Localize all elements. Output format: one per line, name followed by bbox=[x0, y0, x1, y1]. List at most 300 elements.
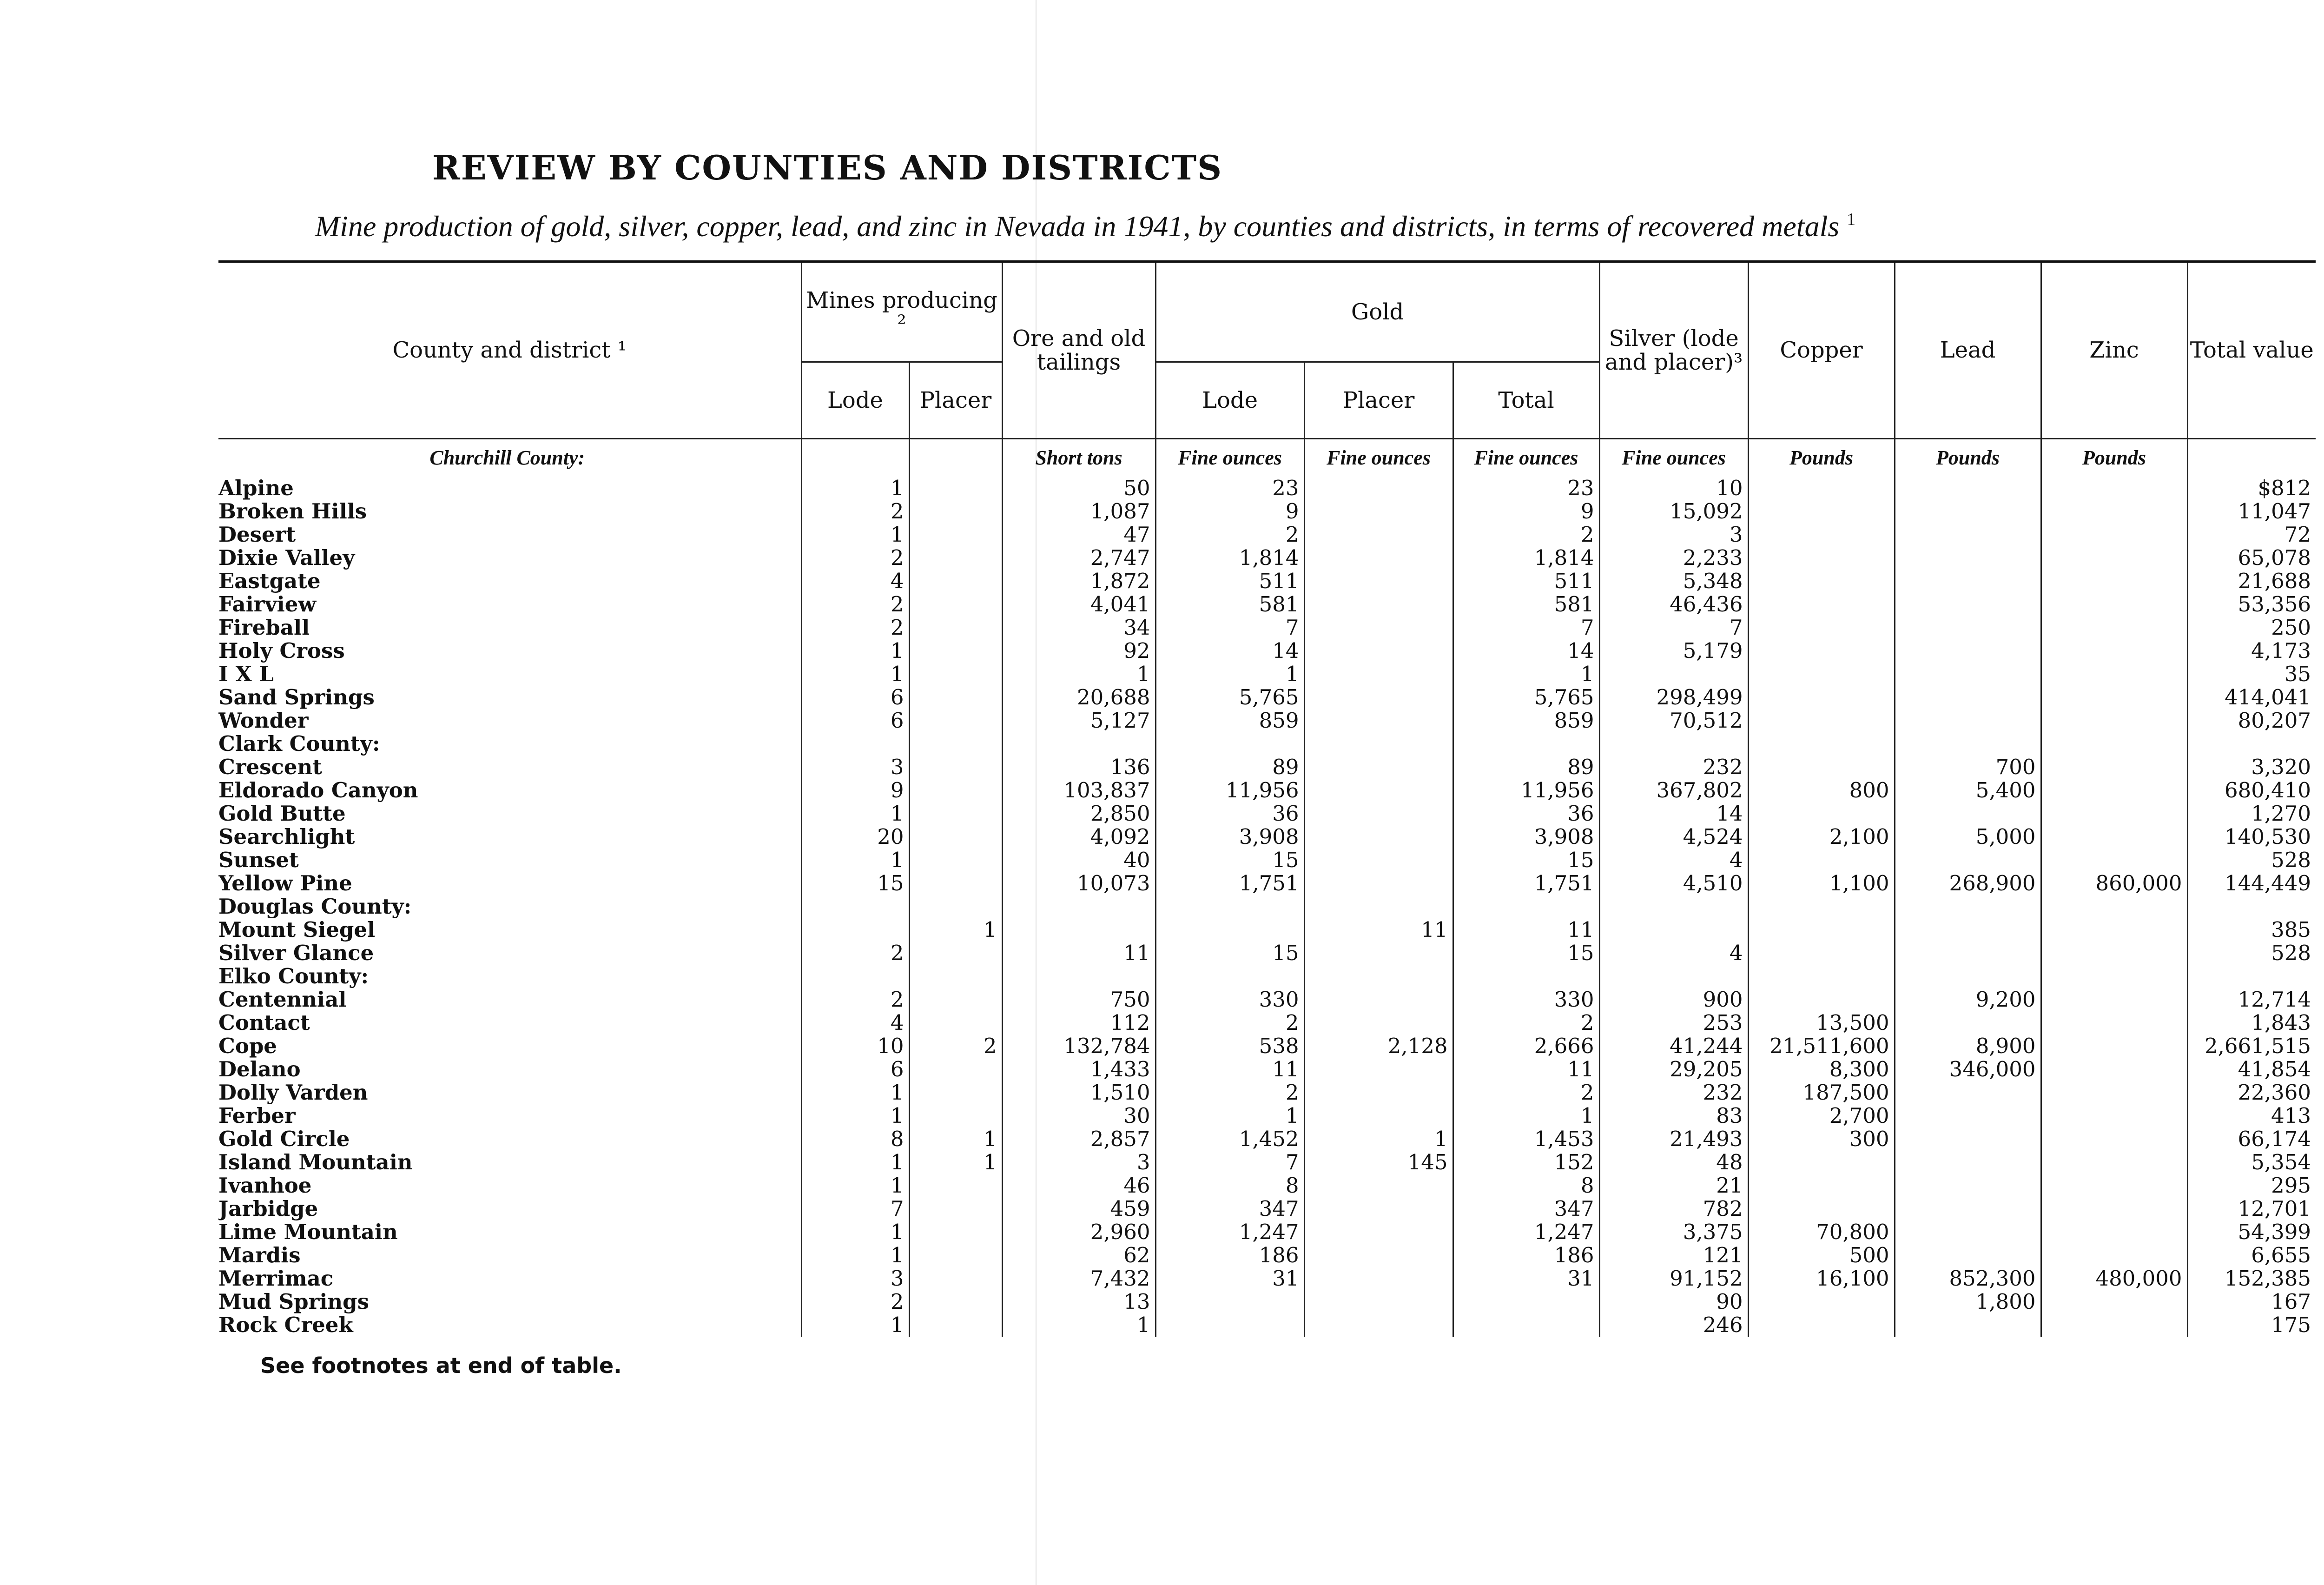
lead-cell bbox=[1895, 1244, 2041, 1267]
silver-cell bbox=[1599, 663, 1748, 686]
total-value-cell: 66,174 bbox=[2187, 1127, 2316, 1151]
gold-placer-cell bbox=[1304, 988, 1453, 1011]
unit-label-lead: Pounds bbox=[1895, 439, 2041, 477]
zinc-cell bbox=[2041, 663, 2187, 686]
gold-total-cell: 581 bbox=[1453, 593, 1599, 616]
lead-cell bbox=[1895, 918, 2041, 942]
zinc-cell bbox=[2041, 593, 2187, 616]
county-name: Elko County: bbox=[218, 965, 369, 988]
mines-lode-cell bbox=[801, 918, 909, 942]
mines-lode-cell: 3 bbox=[801, 1267, 909, 1290]
silver-cell: 14 bbox=[1599, 802, 1748, 825]
lead-cell: 346,000 bbox=[1895, 1058, 2041, 1081]
ore-tons-cell: 11 bbox=[1002, 942, 1155, 965]
lead-cell: 700 bbox=[1895, 756, 2041, 779]
gold-total-cell: 3,908 bbox=[1453, 825, 1599, 849]
gold-placer-cell bbox=[1304, 1104, 1453, 1127]
gold-total-cell: 2 bbox=[1453, 1081, 1599, 1104]
mines-placer-cell bbox=[909, 639, 1002, 663]
mines-lode-cell: 1 bbox=[801, 849, 909, 872]
table-row bbox=[218, 1081, 2316, 1104]
table-row bbox=[218, 988, 2316, 1011]
mines-placer-cell bbox=[909, 872, 1002, 895]
mines-placer-cell bbox=[909, 1197, 1002, 1220]
mines-placer-cell bbox=[909, 616, 1002, 639]
empty-cell bbox=[1002, 732, 1155, 756]
district-cell: Island Mountain bbox=[218, 1151, 413, 1174]
silver-cell: 232 bbox=[1599, 756, 1748, 779]
lead-cell: 852,300 bbox=[1895, 1267, 2041, 1290]
table-caption: Mine production of gold, silver, copper, lead, and zinc in Nevada in 1941, by counties and districts, in terms of recovered metals $^1$ bbox=[315, 210, 1856, 243]
empty-cell bbox=[1599, 895, 1748, 918]
mines-lode-cell: 2 bbox=[801, 500, 909, 523]
header-mines-producing: Mines producing ² bbox=[801, 262, 1002, 362]
table-row bbox=[218, 1104, 2316, 1127]
unit-label-copper: Pounds bbox=[1748, 439, 1895, 477]
silver-cell: 5,179 bbox=[1599, 639, 1748, 663]
gold-lode-cell: 11,956 bbox=[1155, 779, 1304, 802]
silver-cell: 83 bbox=[1599, 1104, 1748, 1127]
mines-placer-cell: 1 bbox=[909, 1151, 1002, 1174]
gold-lode-cell: 1,751 bbox=[1155, 872, 1304, 895]
mines-lode-cell: 2 bbox=[801, 1290, 909, 1313]
copper-cell: 300 bbox=[1748, 1127, 1895, 1151]
gold-lode-cell: 2 bbox=[1155, 523, 1304, 546]
empty-cell bbox=[1748, 895, 1895, 918]
lead-cell bbox=[1895, 709, 2041, 732]
zinc-cell bbox=[2041, 802, 2187, 825]
lead-cell bbox=[1895, 477, 2041, 500]
copper-cell: 16,100 bbox=[1748, 1267, 1895, 1290]
empty-cell bbox=[909, 965, 1002, 988]
district-cell: Contact bbox=[218, 1011, 310, 1035]
total-value-cell: 295 bbox=[2187, 1174, 2316, 1197]
ore-tons-cell: 62 bbox=[1002, 1244, 1155, 1267]
copper-cell bbox=[1748, 593, 1895, 616]
lead-cell bbox=[1895, 1011, 2041, 1035]
mines-placer-cell bbox=[909, 593, 1002, 616]
gold-lode-cell: 859 bbox=[1155, 709, 1304, 732]
empty-cell bbox=[1895, 732, 2041, 756]
mines-placer-cell bbox=[909, 1174, 1002, 1197]
gold-lode-cell: 1,247 bbox=[1155, 1220, 1304, 1244]
gold-lode-cell: 7 bbox=[1155, 616, 1304, 639]
total-value-cell: 680,410 bbox=[2187, 779, 2316, 802]
zinc-cell bbox=[2041, 1127, 2187, 1151]
zinc-cell bbox=[2041, 1035, 2187, 1058]
total-value-cell: 413 bbox=[2187, 1104, 2316, 1127]
total-value-cell: 144,449 bbox=[2187, 872, 2316, 895]
gold-placer-cell bbox=[1304, 1313, 1453, 1337]
table-row bbox=[218, 1127, 2316, 1151]
ore-tons-cell: 750 bbox=[1002, 988, 1155, 1011]
gold-total-cell: 2 bbox=[1453, 523, 1599, 546]
gold-lode-cell: 31 bbox=[1155, 1267, 1304, 1290]
gold-lode-cell: 1 bbox=[1155, 663, 1304, 686]
copper-cell bbox=[1748, 616, 1895, 639]
district-cell: Rock Creek bbox=[218, 1313, 353, 1337]
silver-cell: 3 bbox=[1599, 523, 1748, 546]
district-cell: Sand Springs bbox=[218, 686, 375, 709]
gold-total-cell bbox=[1453, 1313, 1599, 1337]
copper-cell bbox=[1748, 523, 1895, 546]
mines-lode-cell: 20 bbox=[801, 825, 909, 849]
county-row bbox=[218, 895, 2316, 918]
gold-placer-cell bbox=[1304, 872, 1453, 895]
copper-cell bbox=[1748, 918, 1895, 942]
gold-placer-cell: 11 bbox=[1304, 918, 1453, 942]
empty-cell bbox=[1895, 895, 2041, 918]
lead-cell bbox=[1895, 849, 2041, 872]
gold-placer-cell bbox=[1304, 802, 1453, 825]
mines-lode-cell: 1 bbox=[801, 477, 909, 500]
mines-placer-cell bbox=[909, 849, 1002, 872]
gold-placer-cell bbox=[1304, 1267, 1453, 1290]
ore-tons-cell: 1,087 bbox=[1002, 500, 1155, 523]
ore-tons-cell: 1 bbox=[1002, 1313, 1155, 1337]
mines-placer-cell bbox=[909, 988, 1002, 1011]
gold-placer-cell bbox=[1304, 1011, 1453, 1035]
mines-placer-cell bbox=[909, 663, 1002, 686]
empty-cell bbox=[1599, 965, 1748, 988]
silver-cell: 4,524 bbox=[1599, 825, 1748, 849]
unit-label-gold-total: Fine ounces bbox=[1453, 439, 1599, 477]
ore-tons-cell: 112 bbox=[1002, 1011, 1155, 1035]
mines-placer-cell bbox=[909, 1290, 1002, 1313]
mines-lode-cell: 2 bbox=[801, 546, 909, 570]
table-row bbox=[218, 1174, 2316, 1197]
table-row bbox=[218, 593, 2316, 616]
production-table bbox=[218, 260, 2316, 1337]
silver-cell: 298,499 bbox=[1599, 686, 1748, 709]
total-value-cell: 528 bbox=[2187, 942, 2316, 965]
ore-tons-cell: 13 bbox=[1002, 1290, 1155, 1313]
mines-lode-cell: 2 bbox=[801, 616, 909, 639]
table-row bbox=[218, 663, 2316, 686]
silver-cell: 91,152 bbox=[1599, 1267, 1748, 1290]
county-row bbox=[218, 732, 2316, 756]
copper-cell: 500 bbox=[1748, 1244, 1895, 1267]
gold-lode-cell bbox=[1155, 918, 1304, 942]
lead-cell bbox=[1895, 942, 2041, 965]
gold-placer-cell bbox=[1304, 639, 1453, 663]
mines-placer-cell bbox=[909, 570, 1002, 593]
gold-total-cell: 7 bbox=[1453, 616, 1599, 639]
district-cell: Gold Circle bbox=[218, 1127, 350, 1151]
total-value-cell: 11,047 bbox=[2187, 500, 2316, 523]
gold-total-cell: 9 bbox=[1453, 500, 1599, 523]
zinc-cell: 480,000 bbox=[2041, 1267, 2187, 1290]
ore-tons-cell: 40 bbox=[1002, 849, 1155, 872]
lead-cell: 1,800 bbox=[1895, 1290, 2041, 1313]
empty-cell bbox=[1304, 732, 1453, 756]
empty-cell bbox=[909, 439, 1002, 477]
gold-lode-cell: 2 bbox=[1155, 1081, 1304, 1104]
zinc-cell bbox=[2041, 1244, 2187, 1267]
mines-placer-cell bbox=[909, 1244, 1002, 1267]
gold-total-cell: 2,666 bbox=[1453, 1035, 1599, 1058]
gold-total-cell: 859 bbox=[1453, 709, 1599, 732]
table-row bbox=[218, 872, 2316, 895]
unit-label-silver: Fine ounces bbox=[1599, 439, 1748, 477]
gold-placer-cell bbox=[1304, 825, 1453, 849]
silver-cell: 900 bbox=[1599, 988, 1748, 1011]
empty-cell bbox=[1155, 965, 1304, 988]
ore-tons-cell: 103,837 bbox=[1002, 779, 1155, 802]
empty-cell bbox=[1304, 895, 1453, 918]
ore-tons-cell: 136 bbox=[1002, 756, 1155, 779]
table-row bbox=[218, 686, 2316, 709]
mines-lode-cell: 9 bbox=[801, 779, 909, 802]
total-value-cell: 250 bbox=[2187, 616, 2316, 639]
empty-cell bbox=[2187, 439, 2316, 477]
mines-placer-cell bbox=[909, 802, 1002, 825]
zinc-cell bbox=[2041, 686, 2187, 709]
empty-cell bbox=[1002, 965, 1155, 988]
empty-cell bbox=[1002, 895, 1155, 918]
silver-cell: 5,348 bbox=[1599, 570, 1748, 593]
mines-lode-cell: 1 bbox=[801, 1313, 909, 1337]
lead-cell bbox=[1895, 639, 2041, 663]
district-cell: Mount Siegel bbox=[218, 918, 376, 942]
table-row bbox=[218, 756, 2316, 779]
silver-cell: 21,493 bbox=[1599, 1127, 1748, 1151]
lead-cell: 8,900 bbox=[1895, 1035, 2041, 1058]
zinc-cell bbox=[2041, 1197, 2187, 1220]
zinc-cell bbox=[2041, 988, 2187, 1011]
total-value-cell: 54,399 bbox=[2187, 1220, 2316, 1244]
table-row bbox=[218, 523, 2316, 546]
mines-placer-cell: 2 bbox=[909, 1035, 1002, 1058]
table-row bbox=[218, 477, 2316, 500]
zinc-cell bbox=[2041, 1220, 2187, 1244]
mines-placer-cell bbox=[909, 523, 1002, 546]
zinc-cell bbox=[2041, 1290, 2187, 1313]
header-mines-lode: Lode bbox=[801, 362, 909, 439]
header-silver: Silver (lode and placer)³ bbox=[1599, 262, 1748, 439]
table-row bbox=[218, 825, 2316, 849]
header-total-value: Total value bbox=[2187, 262, 2316, 439]
zinc-cell bbox=[2041, 639, 2187, 663]
empty-cell bbox=[1748, 732, 1895, 756]
ore-tons-cell: 2,960 bbox=[1002, 1220, 1155, 1244]
lead-cell bbox=[1895, 1313, 2041, 1337]
production-table-container bbox=[218, 260, 2316, 1337]
district-cell: Searchlight bbox=[218, 825, 355, 849]
gold-placer-cell bbox=[1304, 1244, 1453, 1267]
lead-cell bbox=[1895, 1220, 2041, 1244]
mines-lode-cell: 2 bbox=[801, 942, 909, 965]
mines-lode-cell: 4 bbox=[801, 1011, 909, 1035]
gold-placer-cell: 1 bbox=[1304, 1127, 1453, 1151]
silver-cell: 121 bbox=[1599, 1244, 1748, 1267]
table-row bbox=[218, 1058, 2316, 1081]
header-mines-placer: Placer bbox=[909, 362, 1002, 439]
zinc-cell bbox=[2041, 918, 2187, 942]
gold-lode-cell: 1,452 bbox=[1155, 1127, 1304, 1151]
zinc-cell bbox=[2041, 942, 2187, 965]
empty-cell bbox=[909, 895, 1002, 918]
gold-total-cell: 5,765 bbox=[1453, 686, 1599, 709]
gold-placer-cell bbox=[1304, 849, 1453, 872]
gold-total-cell: 1,751 bbox=[1453, 872, 1599, 895]
gold-lode-cell: 8 bbox=[1155, 1174, 1304, 1197]
silver-cell: 10 bbox=[1599, 477, 1748, 500]
mines-placer-cell bbox=[909, 546, 1002, 570]
gold-lode-cell bbox=[1155, 1313, 1304, 1337]
copper-cell bbox=[1748, 686, 1895, 709]
unit-label-gold-placer: Fine ounces bbox=[1304, 439, 1453, 477]
total-value-cell: 65,078 bbox=[2187, 546, 2316, 570]
gold-lode-cell: 89 bbox=[1155, 756, 1304, 779]
empty-cell bbox=[801, 732, 909, 756]
table-header bbox=[218, 262, 2316, 439]
silver-cell: 253 bbox=[1599, 1011, 1748, 1035]
silver-cell: 4 bbox=[1599, 849, 1748, 872]
gold-lode-cell: 186 bbox=[1155, 1244, 1304, 1267]
ore-tons-cell: 4,041 bbox=[1002, 593, 1155, 616]
district-cell: Broken Hills bbox=[218, 500, 367, 523]
header-gold: Gold bbox=[1155, 262, 1599, 362]
gold-placer-cell bbox=[1304, 616, 1453, 639]
district-cell: Wonder bbox=[218, 709, 309, 732]
ore-tons-cell: 459 bbox=[1002, 1197, 1155, 1220]
mines-lode-cell: 1 bbox=[801, 802, 909, 825]
table-row bbox=[218, 849, 2316, 872]
copper-cell: 70,800 bbox=[1748, 1220, 1895, 1244]
mines-placer-cell: 1 bbox=[909, 1127, 1002, 1151]
copper-cell: 2,700 bbox=[1748, 1104, 1895, 1127]
silver-cell: 3,375 bbox=[1599, 1220, 1748, 1244]
mines-lode-cell: 6 bbox=[801, 686, 909, 709]
empty-cell bbox=[801, 439, 909, 477]
ore-tons-cell: 2,747 bbox=[1002, 546, 1155, 570]
gold-lode-cell: 15 bbox=[1155, 942, 1304, 965]
table-row bbox=[218, 1035, 2316, 1058]
gold-total-cell: 1 bbox=[1453, 663, 1599, 686]
zinc-cell bbox=[2041, 1174, 2187, 1197]
gold-total-cell: 14 bbox=[1453, 639, 1599, 663]
table-row bbox=[218, 1151, 2316, 1174]
silver-cell: 367,802 bbox=[1599, 779, 1748, 802]
silver-cell: 4 bbox=[1599, 942, 1748, 965]
district-cell: Silver Glance bbox=[218, 942, 374, 965]
total-value-cell: 41,854 bbox=[2187, 1058, 2316, 1081]
header-gold-placer: Placer bbox=[1304, 362, 1453, 439]
copper-cell: 2,100 bbox=[1748, 825, 1895, 849]
copper-cell: 187,500 bbox=[1748, 1081, 1895, 1104]
gold-lode-cell: 2 bbox=[1155, 1011, 1304, 1035]
gold-total-cell: 330 bbox=[1453, 988, 1599, 1011]
district-cell: Alpine bbox=[218, 477, 294, 500]
total-value-cell: 53,356 bbox=[2187, 593, 2316, 616]
mines-placer-cell bbox=[909, 500, 1002, 523]
mines-lode-cell: 8 bbox=[801, 1127, 909, 1151]
gold-lode-cell: 1 bbox=[1155, 1104, 1304, 1127]
gold-placer-cell bbox=[1304, 1290, 1453, 1313]
mines-lode-cell: 3 bbox=[801, 756, 909, 779]
lead-cell bbox=[1895, 523, 2041, 546]
gold-placer-cell bbox=[1304, 709, 1453, 732]
gold-total-cell: 15 bbox=[1453, 849, 1599, 872]
copper-cell: 21,511,600 bbox=[1748, 1035, 1895, 1058]
lead-cell bbox=[1895, 1174, 2041, 1197]
table-row bbox=[218, 802, 2316, 825]
mines-placer-cell bbox=[909, 1104, 1002, 1127]
gold-total-cell: 23 bbox=[1453, 477, 1599, 500]
district-cell: Desert bbox=[218, 523, 296, 546]
district-cell: Eldorado Canyon bbox=[218, 779, 418, 802]
zinc-cell bbox=[2041, 570, 2187, 593]
total-value-cell: 528 bbox=[2187, 849, 2316, 872]
district-cell: Yellow Pine bbox=[218, 872, 352, 895]
empty-cell bbox=[1155, 895, 1304, 918]
mines-lode-cell: 4 bbox=[801, 570, 909, 593]
gold-placer-cell bbox=[1304, 477, 1453, 500]
ore-tons-cell: 46 bbox=[1002, 1174, 1155, 1197]
copper-cell bbox=[1748, 477, 1895, 500]
footnote-reference: See footnotes at end of table. bbox=[260, 1353, 622, 1378]
table-row bbox=[218, 918, 2316, 942]
header-lead: Lead bbox=[1895, 262, 2041, 439]
zinc-cell bbox=[2041, 709, 2187, 732]
county-row bbox=[218, 439, 2316, 477]
lead-cell bbox=[1895, 1197, 2041, 1220]
gold-lode-cell: 36 bbox=[1155, 802, 1304, 825]
mines-placer-cell bbox=[909, 779, 1002, 802]
gold-total-cell: 11 bbox=[1453, 918, 1599, 942]
empty-cell bbox=[1748, 965, 1895, 988]
total-value-cell: 1,270 bbox=[2187, 802, 2316, 825]
mines-lode-cell: 1 bbox=[801, 1081, 909, 1104]
copper-cell bbox=[1748, 663, 1895, 686]
unit-label-ore: Short tons bbox=[1002, 439, 1155, 477]
gold-lode-cell: 15 bbox=[1155, 849, 1304, 872]
gold-lode-cell: 581 bbox=[1155, 593, 1304, 616]
gold-total-cell: 347 bbox=[1453, 1197, 1599, 1220]
gold-placer-cell: 2,128 bbox=[1304, 1035, 1453, 1058]
gold-total-cell bbox=[1453, 1290, 1599, 1313]
lead-cell: 5,400 bbox=[1895, 779, 2041, 802]
page-heading: REVIEW BY COUNTIES AND DISTRICTS bbox=[432, 148, 1223, 187]
gold-lode-cell: 347 bbox=[1155, 1197, 1304, 1220]
gold-placer-cell bbox=[1304, 1220, 1453, 1244]
mines-placer-cell bbox=[909, 1011, 1002, 1035]
empty-cell bbox=[2187, 965, 2316, 988]
header-gold-lode: Lode bbox=[1155, 362, 1304, 439]
lead-cell bbox=[1895, 616, 2041, 639]
mines-lode-cell: 6 bbox=[801, 1058, 909, 1081]
copper-cell bbox=[1748, 756, 1895, 779]
silver-cell: 70,512 bbox=[1599, 709, 1748, 732]
ore-tons-cell: 1,510 bbox=[1002, 1081, 1155, 1104]
mines-placer-cell bbox=[909, 709, 1002, 732]
total-value-cell: 2,661,515 bbox=[2187, 1035, 2316, 1058]
zinc-cell bbox=[2041, 1104, 2187, 1127]
table-row bbox=[218, 570, 2316, 593]
district-cell: I X L bbox=[218, 663, 274, 686]
ore-tons-cell: 20,688 bbox=[1002, 686, 1155, 709]
silver-cell bbox=[1599, 918, 1748, 942]
district-cell: Sunset bbox=[218, 849, 299, 872]
ore-tons-cell: 5,127 bbox=[1002, 709, 1155, 732]
table-row bbox=[218, 942, 2316, 965]
gold-total-cell: 152 bbox=[1453, 1151, 1599, 1174]
gold-total-cell: 1,247 bbox=[1453, 1220, 1599, 1244]
silver-cell: 7 bbox=[1599, 616, 1748, 639]
empty-cell bbox=[2041, 732, 2187, 756]
ore-tons-cell: 47 bbox=[1002, 523, 1155, 546]
